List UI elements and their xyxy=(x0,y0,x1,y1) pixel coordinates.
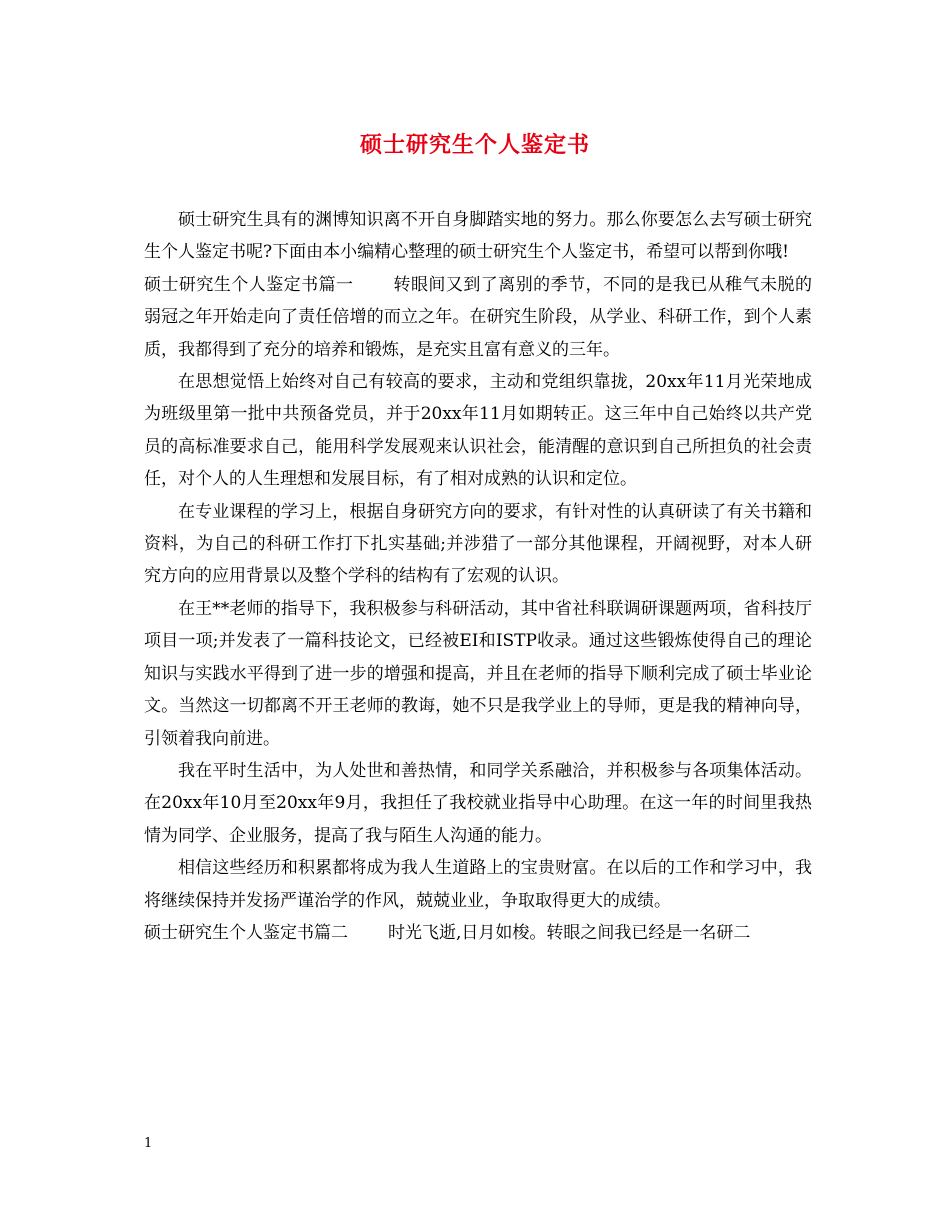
paragraph-ideology: 在思想觉悟上始终对自己有较高的要求，主动和党组织靠拢，20xx年11月光荣地成为班级里第一批中共预备党员，并于20xx年11月如期转正。这三年中自己始终以共产党员的高标准要求自己，能用科学发展观来认识社会，能清醒的意识到自己所担负的社会责任，对个人的人生理想和发展目标，有了相对成熟的认识和定位。 xyxy=(144,372,812,490)
paragraph-research: 在王**老师的指导下，我积极参与科研活动，其中省社科联调研课题两项，省科技厅项目一项;并发表了一篇科技论文，已经被EI和ISTP收录。通过这些锻炼使得自己的理论知识与实践水平得到了进一步的增强和提高，并且在老师的指导下顺利完成了硕士毕业论文。当然这一切都离不开王老师的教诲，她不只是我学业上的导师，更是我的精神向导，引领着我向前进。 xyxy=(144,598,812,749)
document-body xyxy=(144,204,812,949)
section-one-text: 转眼间又到了离别的季节，不同的是我已从稚气未脱的弱冠之年开始走向了责任倍增的而立之年。在研究生阶段，从学业、科研工作，到个人素质，我都得到了充分的培养和锻炼，是充实且富有意义的三年。 xyxy=(144,274,813,360)
intro-paragraph: 硕士研究生具有的渊博知识离不开自身脚踏实地的努力。那么你要怎么去写硕士研究生个人鉴定书呢?下面由本小编精心整理的硕士研究生个人鉴定书，希望可以帮到你哦! xyxy=(144,210,812,263)
section-one-heading: 硕士研究生个人鉴定书篇一 xyxy=(144,274,354,295)
page-number: 1 xyxy=(144,1136,153,1151)
paragraph-conclusion: 相信这些经历和积累都将成为我人生道路上的宝贵财富。在以后的工作和学习中，我将继续保持并发扬严谨治学的作风，兢兢业业，争取取得更大的成绩。 xyxy=(144,858,812,911)
section-two-text: 时光飞逝,日月如梭。转眼之间我已经是一名研二 xyxy=(388,922,751,943)
paragraph-coursework: 在专业课程的学习上，根据自身研究方向的要求，有针对性的认真研读了有关书籍和资料，为自己的科研工作打下扎实基础;并涉猎了一部分其他课程，开阔视野，对本人研究方向的应用背景以及整个学科的结构有了宏观的认识。 xyxy=(144,501,812,587)
section-one-paragraph xyxy=(144,269,812,366)
section-two-heading: 硕士研究生个人鉴定书篇二 xyxy=(144,922,348,943)
paragraph-life: 我在平时生活中，为人处世和善热情，和同学关系融洽，并积极参与各项集体活动。在20xx年10月至20xx年9月，我担任了我校就业指导中心助理。在这一年的时间里我热情为同学、企业服务，提高了我与陌生人沟通的能力。 xyxy=(144,760,812,846)
section-two-paragraph xyxy=(144,917,812,949)
document-title: 硕士研究生个人鉴定书 xyxy=(359,132,590,158)
